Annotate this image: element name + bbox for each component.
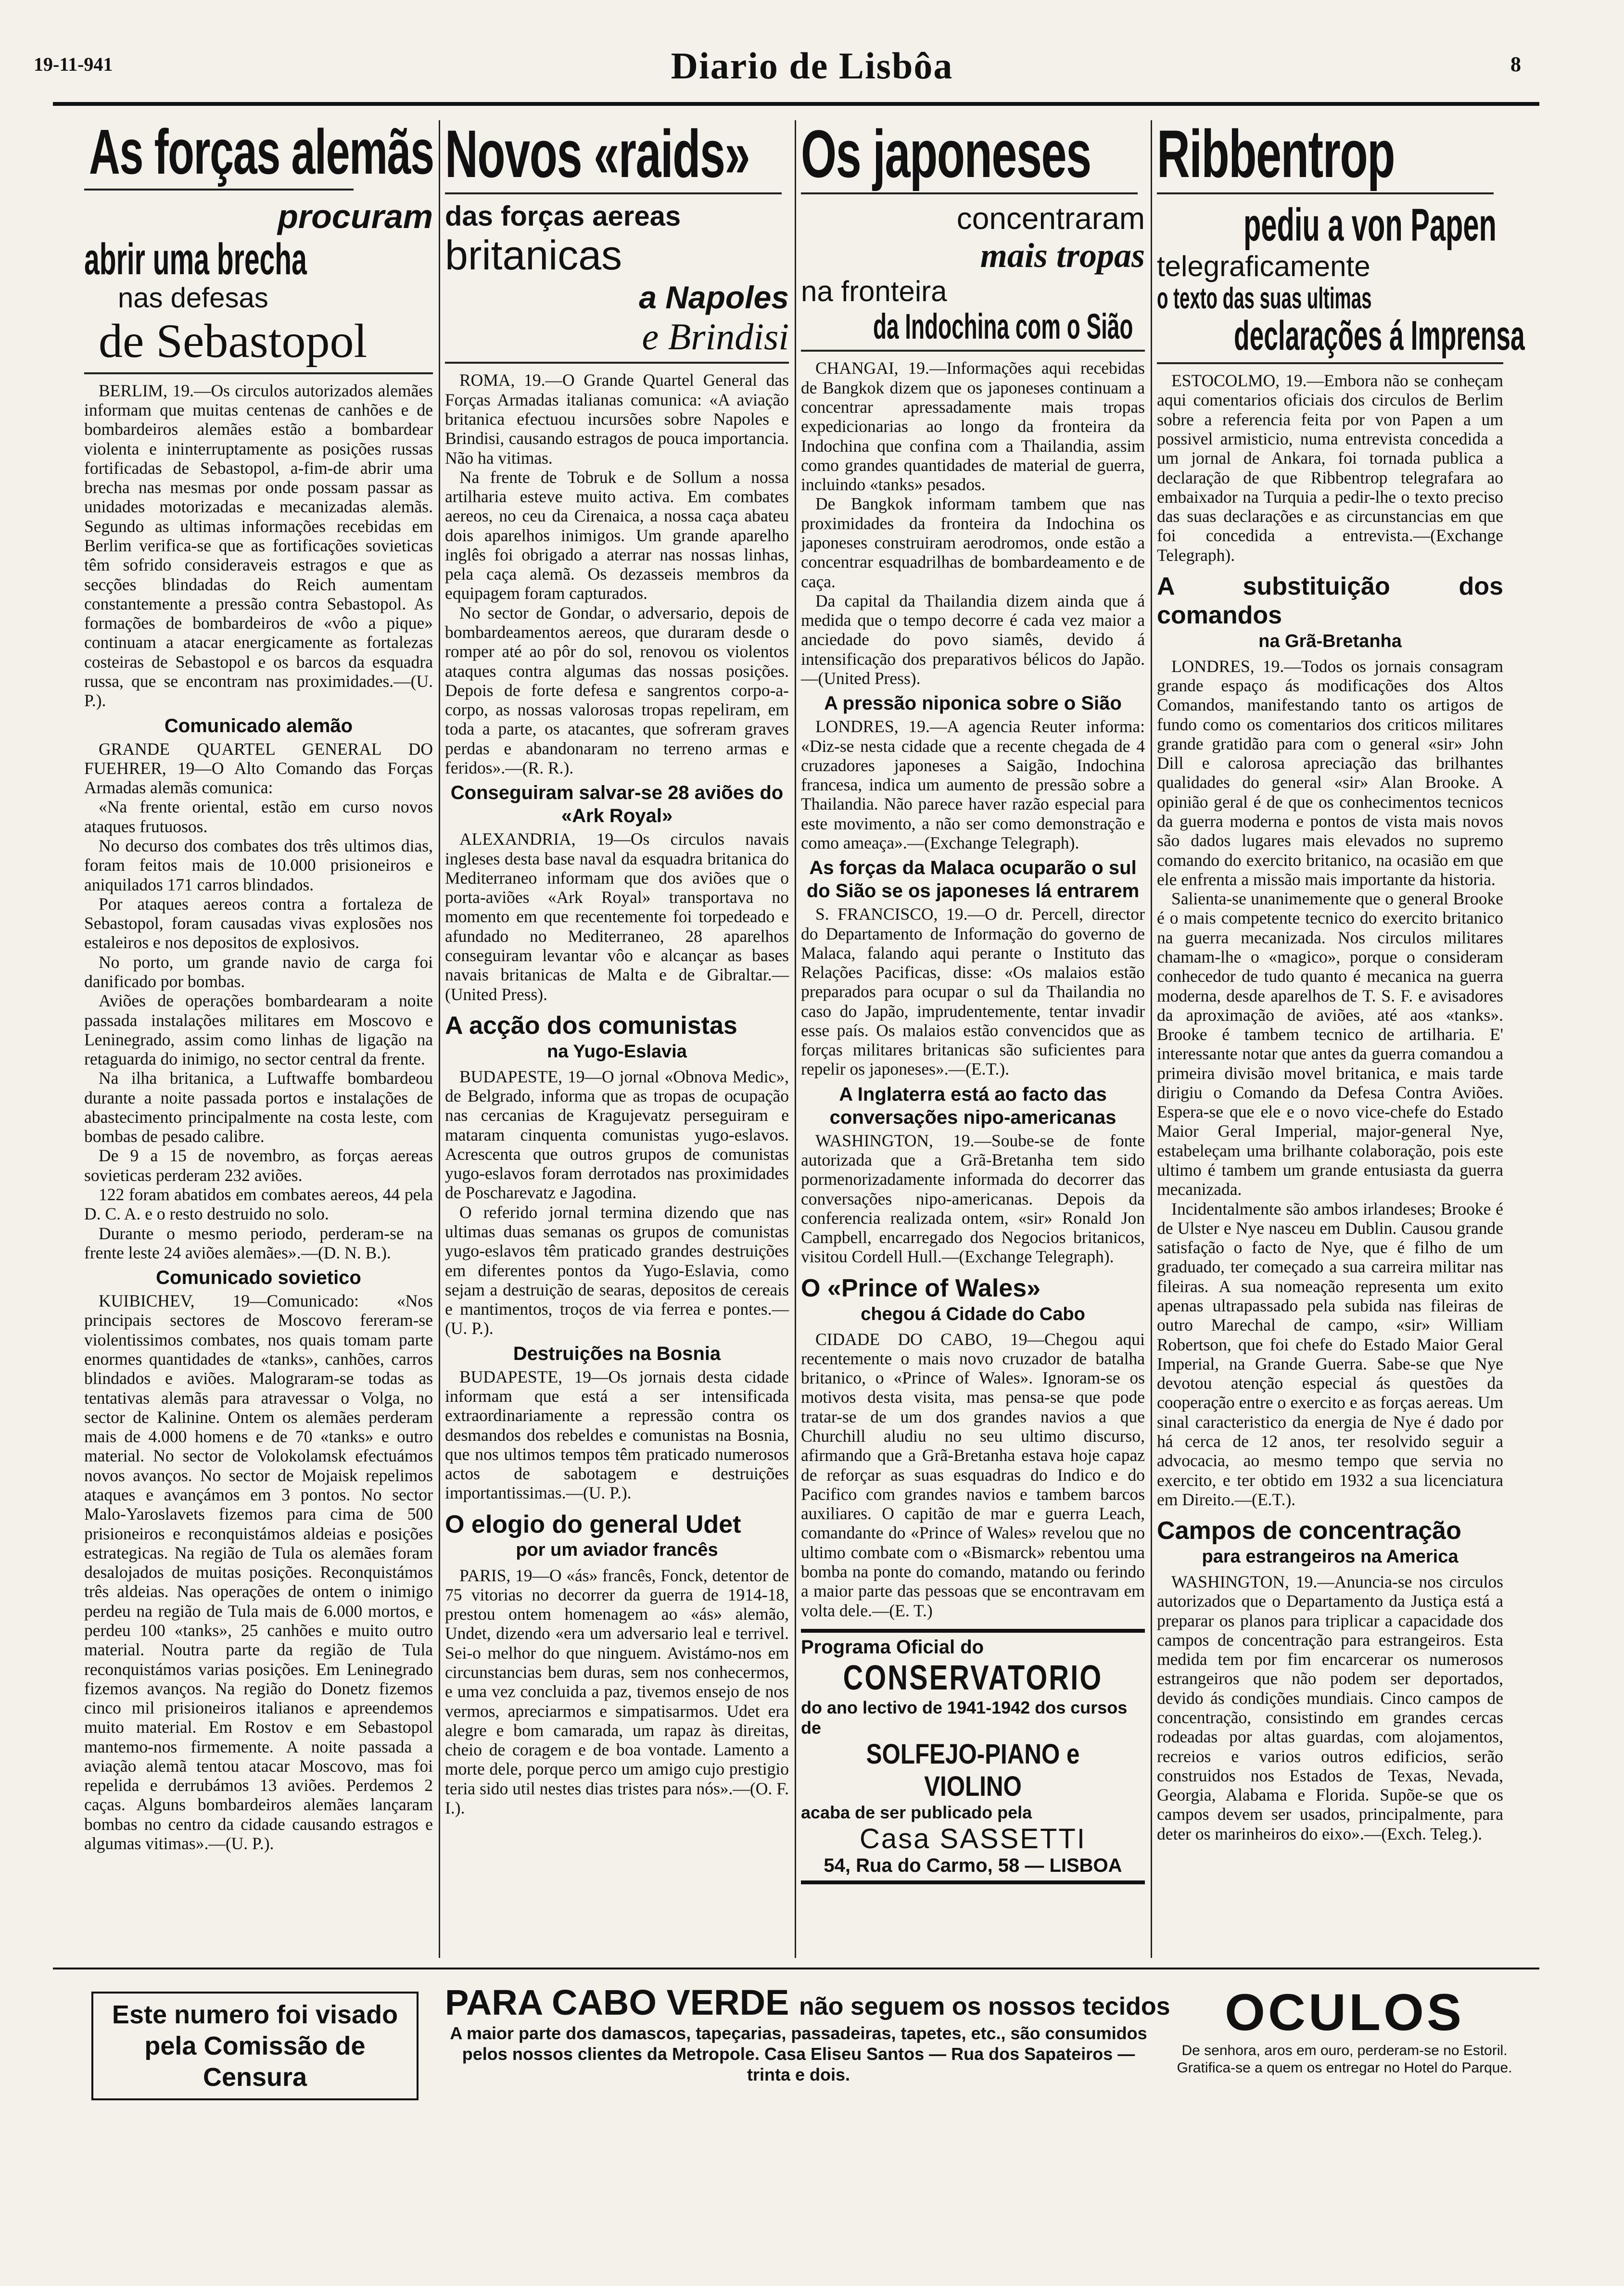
headline-line: pediu a von Papen <box>1243 199 1497 251</box>
headline-line: a Napoles <box>639 279 789 315</box>
headline-line: britanicas <box>445 232 622 279</box>
ad-line: Casa SASSETTI <box>860 1823 1086 1854</box>
paragraph: No porto, um grande navio de carga foi danificado por bombas. <box>84 952 433 991</box>
rule <box>801 350 1145 352</box>
rule <box>801 192 1138 194</box>
ad-line: SOLFEJO-PIANO e VIOLINO <box>866 1738 1080 1802</box>
headline-line: de Sebastopol <box>99 314 368 368</box>
subheading: Comunicado alemão <box>164 715 353 737</box>
paragraph: CHANGAI, 19.—Informações aqui recebidas de Bangkok dizem que os japoneses continuam a concentrar apressadamente mais tropas expedicionarias ao longo da fronteira da Indochina que confina com a Thailandia, assim como grandes quantidades de material de guerra, incluindo «tanks» pesados. <box>801 358 1145 495</box>
paragraph: De 9 a 15 de novembro, as forças aereas sovieticas perderam 232 aviões. <box>84 1146 433 1185</box>
ad-title <box>445 1982 1170 2023</box>
paragraph: Na frente de Tobruk e de Sollum a nossa artilharia esteve muito activa. Em combates aereos, no ceu da Cirenaica, a nossa caça abateu dois aparelhos inimigos. Um grande aparelho inglês foi obrigado a aterrar nas nossas linhas, pela caça alemã. Os dezasseis membros da equipagem foram capturados. <box>445 467 789 603</box>
subheading: A substituição dos comandos <box>1157 572 1503 629</box>
paragraph: LONDRES, 19.—A agencia Reuter informa: «Diz-se nesta cidade que a recente chegada de 4 cruzadores japoneses a Saigão, Indochina francesa, indica um aumento de pressão sobre a Thailandia. Não parece haver razão especial para este movimento, a não ser como demonstração e como ameaça».—(Exchange Telegraph). <box>801 717 1145 852</box>
subheading: As forças da Malaca ocuparão o sul do Sião se os japoneses lá entrarem <box>806 857 1140 902</box>
footer-rule <box>53 1968 1539 1969</box>
paragraph: BUDAPESTE, 19—O jornal «Obnova Medic», de Belgrado, informa que as tropas de ocupação nas cercanias de Kragujevatz perseguiram e mataram cinquenta comunistas yugo-eslavos. Acrescenta que outros grupos de comunistas yugo-eslavos foram derrotados nas proximidades de Poscharevatz e Jagodina. <box>445 1067 789 1203</box>
headline-line: telegraficamente <box>1157 250 1370 282</box>
column-divider <box>795 120 796 1958</box>
subheading: Conseguiram salvar-se 28 aviões do «Ark Royal» <box>450 782 784 827</box>
paragraph: CIDADE DO CABO, 19—Chegou aqui recentemente o mais novo cruzador de batalha britanico, o «Prince of Wales». Ignoram-se os motivos desta visita, mas pensa-se que pode tratar-se de um dos grandes navios a que Churchill aludiu no seu ultimo discurso, afirmando que a Grã-Bretanha estava hoje capaz de reforçar as suas esquadras do Indico e do Pacifico com grandes navios e tambem barcos auxiliares. O capitão de mar e guerra Leach, comandante do «Prince of Wales» revelou que no ultimo combate com o «Bismarck» rebentou uma bomba na ponte do comando, matando ou ferindo a maior parte das pessoas que se encontravam em volta dele.—(E. T.) <box>801 1329 1145 1620</box>
rule <box>84 189 354 190</box>
subheading: chegou á Cidade do Cabo <box>861 1304 1085 1324</box>
paragraph: LONDRES, 19.—Todos os jornais consagram grande espaço ás modificações dos Altos Comandos, manifestando tanto os artigos de fundo como os comentarios dos criticos militares grande gratidão para com o general «sir» John Dill e calorosa apreciação das brilhantes qualidades do general «sir» Alan Brooke. A opinião geral é de que os conhecimentos tecnicos da guerra moderna e pontos de vista mais novos são dados lugares mais elevados no supremo comando do exercito britanico, na ocasião em que ele enfrenta a missão mais importante da historia. <box>1157 656 1503 889</box>
paragraph: 122 foram abatidos em combates aereos, 44 pela D. C. A. e o resto destruido no solo. <box>84 1185 433 1224</box>
paragraph: Por ataques aereos contra a fortaleza de Sebastopol, foram causadas vivas explosões nos estaleiros e nos depositos de explosivos. <box>84 894 433 952</box>
headline-line: mais tropas <box>980 236 1145 275</box>
headline: Os japoneses <box>801 116 1091 191</box>
header-rule <box>53 102 1539 106</box>
paragraph: Incidentalmente são ambos irlandeses; Brooke é de Ulster e Nye nasceu em Dublin. Causou grande satisfação o facto de Nye, que é filho de um graduado, ter começado a sua carreira militar nas fileiras. A sua nomeação representa um exito apenas ultrapassado pela subida nas fileiras de outro Marechal de campo, «sir» William Robertson, que foi chefe do Estado Maior Geral Imperial, na Grande Guerra. Sabe-se que Nye devotou atenção especial ás questões da cooperação entre o exercito e as forças aereas. Um sinal caracteristico da energia de Nye é dado por há cerca de 12 anos, ter resolvido seguir a advocacia, ao mesmo tempo que servia no exercito, e ter obtido em 1932 a sua licenciatura em Direito.—(E.T.). <box>1157 1199 1503 1509</box>
headline: As forças alemãs <box>89 116 434 187</box>
subheading: na Grã-Bretanha <box>1258 631 1402 651</box>
paragraph: ROMA, 19.—O Grande Quartel General das Forças Armadas italianas comunica: «A aviação britanica efectuou incursões sobre Napoles e Brindisi, causando estragos de pouca importancia. Não ha vitimas. <box>445 370 789 468</box>
page-number: 8 <box>1510 52 1521 76</box>
subheading: por um aviador francês <box>516 1540 718 1561</box>
ad-title-sub: não seguem os nossos tecidos <box>799 1993 1170 2020</box>
article-body <box>1157 371 1503 1843</box>
subheading: A pressão niponica sobre o Sião <box>824 693 1122 714</box>
cabo-verde-advertisement <box>445 1982 1170 2085</box>
headline-line: procuram <box>278 198 433 235</box>
headline-line: abrir uma brecha <box>84 234 307 284</box>
paragraph: Durante o mesmo periodo, perderam-se na frente leste 24 aviões alemães».—(D. N. B.). <box>84 1223 433 1262</box>
headline-line: na fronteira <box>801 275 947 307</box>
paragraph: WASHINGTON, 19.—Soube-se de fonte autorizada que a Grã-Bretanha tem sido pormenorizadamente informada do decorrer das conversações nipo-americanas. Depois da conferencia realizada ontem, «sir» Ronald Jon Campbell, encarregado dos Negocios britanicos, visitou Cordell Hull.—(Exchange Telegraph). <box>801 1130 1145 1267</box>
paragraph: Da capital da Thailandia dizem ainda que á medida que o tempo decorre é cada vez maior a anciedade do povo siamês, devido á intensificação dos preparativos bélicos do Japão.—(United Press). <box>801 591 1145 688</box>
paragraph: Salienta-se unanimemente que o general Brooke é o mais competente tecnico do exercito britanico na guerra mecanizada. Nos circulos militares chamam-lhe o «magico», porque o consideram conhecedor de tudo quanto é mecanica na guerra moderna, desde aparelhos de T. S. F. e avisadores da aproximação de aviões, até aos «tanks». Brooke é tambem tecnico de artilharia. E' interessante notar que antes da guerra comandou a primeira divisão movel britanica, e mais tarde dirigiu o Comando da Defesa Contra Aviões. Espera-se que ele e o novo vice-chefe do Estado Maior Geral Imperial, major-general Nye, estabeleçam uma brilhante colaboração, pois este ultimo é tambem um grande entusiasta da guerra mecanizada. <box>1157 889 1503 1199</box>
paragraph: BERLIM, 19.—Os circulos autorizados alemães informam que muitas centenas de canhões e de bombardeiros alemães estão a bombardear violenta e ininterruptamente as posições russas fortificadas de Sebastopol, a-fim-de abrir uma brecha nas mesmas por onde possam passar as unidades motorizadas e mecanizadas alemãs. Segundo as ultimas informações recebidas em Berlim verifica-se que as fortificações sovieticas têm sofrido consideraveis estragos e que as secções blindadas do Reich aumentam constantemente a pressão contra Sebastopol. As formações de bombardeiros de «vôo a pique» continuam a atacar energicamente as fortalezas costeiras de Sebastopol e os barcos da esquadra russa, que se encontram nas proximidades.—(U. P.). <box>84 381 433 711</box>
article-body <box>801 358 1145 1620</box>
subheading: Campos de concentração <box>1157 1517 1461 1545</box>
ad-line: Programa Oficial do <box>801 1636 984 1658</box>
column-1 <box>84 116 434 1854</box>
paragraph: De Bangkok informam tambem que nas proximidades da fronteira da Indochina os japoneses construiram aerodromos, onde estão a concentrar esquadrilhas de bombardeamento e de caça. <box>801 494 1145 591</box>
column-2 <box>445 116 789 1817</box>
headline-line: o texto das suas ultimas <box>1157 281 1372 315</box>
issue-date: 19-11-941 <box>34 53 113 75</box>
ad-text: De senhora, aros em ouro, perderam-se no Estoril. Gratifica-se a quem os entregar no Hotel do Parque. <box>1177 2043 1512 2076</box>
ad-title-main: PARA CABO VERDE <box>445 1982 789 2022</box>
paragraph: PARIS, 19—O «ás» francês, Fonck, detentor de 75 vitorias no decorrer da guerra de 1914-18, prestou ontem homenagem ao «ás» alemão, Undet, dizendo «era um adversario leal e terrivel. Sei-o melhor do que ninguem. Avistámo-nos em circunstancias bem duras, sem nos conhecermos, e uma vez concluida a paz, tivemos ensejo de nos vermos, apreciarmos e simpatisarmos. Udet era alegre e bom camarada, um rapaz às direitas, cheio de coragem e de boa vontade. Lamento a morte dele, porque perco um amigo cujo prestigio teria sido util nestes dias tristes para nós».—(O. F. I.). <box>445 1565 789 1817</box>
article-body <box>84 381 433 1854</box>
paragraph: S. FRANCISCO, 19.—O dr. Percell, director do Departamento de Informação do governo de Malaca, falando aqui perante o Instituto das Relações Pacificas, disse: «Os malaios estão preparados para ocupar o sul da Thailandia no caso do Japão, imprudentemente, tentar invadir esse país. Os malaios estão convencidos que as forças militares britanicas são suficientes para repelir os japoneses».—(E.T.). <box>801 904 1145 1079</box>
paragraph: No decurso dos combates dos três ultimos dias, foram feitos mais de 10.000 prisioneiros e aniquilados 171 carros blindados. <box>84 836 433 894</box>
ad-line: do ano lectivo de 1941-1942 dos cursos de <box>801 1697 1128 1738</box>
column-4 <box>1157 116 1525 1843</box>
paragraph: O referido jornal termina dizendo que nas ultimas duas semanas os grupos de comunistas yugo-eslavos têm praticado grandes destruições em diferentes pontos da Yugo-Eslavia, como sejam a destruição de searas, depositos de cereais e mantimentos, troços de via ferrea e pontes.—(U. P.). <box>445 1202 789 1338</box>
paragraph: Na ilha britanica, a Luftwaffe bombardeou durante a noite passada portos e instalações de abastecimento principalmente na costa leste, com bombas de pesado calibre. <box>84 1068 433 1146</box>
rule <box>1157 362 1503 364</box>
subheading: O elogio do general Udet <box>445 1510 741 1538</box>
ad-text: A maior parte dos damascos, tapeçarias, passadeiras, tapetes, etc., são consumidos pelos nossos clientes da Metropole. Casa Eliseu Santos — Rua dos Sapateiros — trinta e dois. <box>450 2023 1147 2085</box>
paragraph: KUIBICHEV, 19—Comunicado: «Nos principais sectores de Moscovo fereram-se violentissimos combates, nos quais tomam parte enormes quantidades de «tanks», canhões, carros blindados e aviões. Malograram-se todas as tentativas alemãs para atravessar o Volga, no sector de Kalinine. Ontem os alemães perderam mais de 4.000 homens e de 70 «tanks» e outro material. No sector de Volokolamsk efectuámos novos avanços. No sector de Mojaisk repelimos ataques e avançámos em 3 pontos. No sector Malo-Yaroslavets fizemos para cima de 500 prisioneiros e reconquistámos aldeias e posições estrategicas. Na região de Tula os alemães foram desalojados de muitas posições. Reconquistámos três aldeias. Nas operações de ontem o inimigo perdeu na região de Tula mais de 6.000 mortos, e perdeu 100 «tanks», 25 canhões e muito outro material. Noutra parte da região de Tula reconquistámos varias posições. Em Leninegrado fizemos avanços. Na região do Donetz fizemos cinco mil prisioneiros italianos e apreendemos muito material. Em Rostov e em Sebastopol mantemo-nos firmemente. A noite passada a aviação alemã tentou atacar Moscovo, mas foi repelida e derrubámos 13 aviões. Perdemos 2 caças. Alguns bombardeiros alemães lançaram bombas no centro da cidade causando estragos e algumas vitimas».—(U. P.). <box>84 1291 433 1854</box>
headline: Ribbentrop <box>1157 116 1395 191</box>
subheading: A Inglaterra está ao facto das conversações nipo-americanas <box>829 1083 1116 1128</box>
headline-line: e Brindisi <box>642 315 789 357</box>
subheading: O «Prince of Wales» <box>801 1274 1041 1302</box>
column-3 <box>801 116 1145 1884</box>
article-body <box>445 370 789 1817</box>
subheading: A acção dos comunistas <box>445 1011 737 1040</box>
headline: Novos «raids» <box>445 116 750 191</box>
censorship-notice: Este numero foi visado pela Comissão de Censura <box>91 1992 419 2100</box>
ad-title: OCULOS <box>1224 1983 1464 2041</box>
subheading: na Yugo-Eslavia <box>547 1041 687 1062</box>
column-divider <box>439 120 440 1958</box>
headline-line: da Indochina com o Sião <box>873 306 1133 346</box>
oculos-advertisement <box>1155 1982 1535 2077</box>
headline-line: nas defesas <box>118 282 268 314</box>
masthead-title: Diario de Lisbôa <box>671 45 953 87</box>
paragraph: ALEXANDRIA, 19—Os circulos navais ingleses desta base naval da esquadra britanica do Mediterraneo informam que dos aviões que o porta-aviões «Ark Royal» transportava no momento em que recentemente foi torpedeado e afundado no Mediterraneo, 28 aparelhos conseguiram levantar vôo e alcançar as bases navais britanicas de Malta e de Gibraltar.—(United Press). <box>445 829 789 1004</box>
headline-line: das forças aereas <box>445 201 681 232</box>
paragraph: «Na frente oriental, estão em curso novos ataques frutuosos. <box>84 797 433 836</box>
paragraph: No sector de Gondar, o adversario, depois de bombardeamentos aereos, que duraram desde o romper até ao pôr do sol, renovou os violentos ataques contra algumas das nossas posições. Depois de forte defesa e sangrentos corpo-a-corpo, as nossas valorosas tropas repeliram, em toda a parte, os atacantes, que sofreram graves perdas e abandonaram no terreno armas e feridos».—(R. R.). <box>445 603 789 777</box>
headline-line: concentraram <box>956 201 1145 236</box>
rule <box>445 362 789 364</box>
subheading: para estrangeiros na America <box>1202 1546 1459 1567</box>
subheading: Destruições na Bosnia <box>513 1343 721 1364</box>
paragraph: Aviões de operações bombardearam a noite passada instalações militares em Moscovo e Leninegrado, assim como linhas de ligação na retaguarda do inimigo, no sector central da frente. <box>84 991 433 1069</box>
ad-line: 54, Rua do Carmo, 58 — LISBOA <box>824 1854 1122 1876</box>
conservatorio-advertisement <box>801 1629 1145 1884</box>
paragraph: ESTOCOLMO, 19.—Embora não se conheçam aqui comentarios oficiais dos circulos de Berlim sobre a referencia feita por von Papen a um possivel armisticio, numa entrevista concedida a um jornal de Ankara, foi tornada publica a declaração de que Ribbentrop telegrafara ao embaixador na Turquia a pedir-lhe o texto preciso das suas declarações e as circunstancias em que foi concedida a entrevista.—(Exchange Telegraph). <box>1157 371 1503 565</box>
rule <box>445 192 782 194</box>
ad-line: CONSERVATORIO <box>843 1658 1103 1697</box>
paragraph: GRANDE QUARTEL GENERAL DO FUEHRER, 19—O Alto Comando das Forças Armadas alemãs comunica: <box>84 739 433 798</box>
ad-line: acaba de ser publicado pela <box>801 1802 1032 1822</box>
subheading: Comunicado sovietico <box>156 1267 361 1289</box>
headline-line: declarações á Imprensa <box>1234 312 1525 359</box>
paragraph: BUDAPESTE, 19—Os jornais desta cidade informam que está a ser intensificada extraordinariamente a repressão contra os desmandos dos rebeldes e comunistas na Bosnia, que nos ultimos tempos têm praticado numerosos actos de sabotagem e destruições importantissimas.—(U. P.). <box>445 1367 789 1503</box>
column-divider <box>1151 120 1152 1958</box>
paragraph: WASHINGTON, 19.—Anuncia-se nos circulos autorizados que o Departamento da Justiça está a preparar os planos para triplicar a capacidade dos campos de concentração para estrangeiros. Esta medida tem por fim encarcerar os numerosos estrangeiros que não podem ser deportados, devido ás condições mundiais. Cinco campos de concentração, consistindo em grandes cercas rodeadas por altas guardas, com alojamentos, recreios e varios outros edificios, serão construidos nos Estados de Texas, Nevada, Georgia, Alabama e Florida. Supõe-se que os campos devem ser usados, principalmente, para deter os marinheiros do eixo».—(Exch. Teleg.). <box>1157 1572 1503 1843</box>
rule <box>1157 192 1494 194</box>
rule <box>84 372 433 374</box>
